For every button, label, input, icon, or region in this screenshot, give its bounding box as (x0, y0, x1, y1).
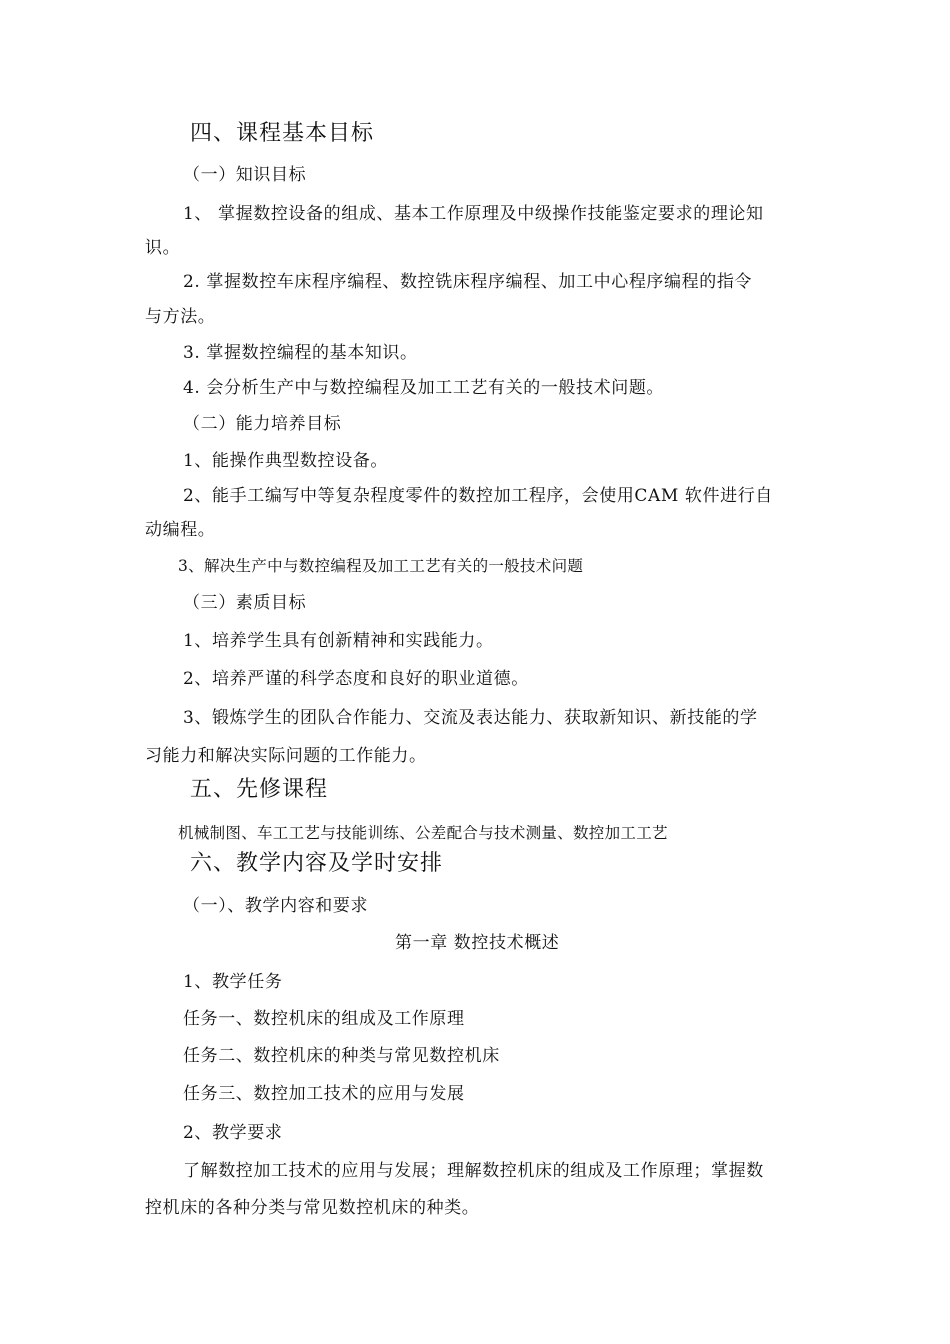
knowledge-item1-line1: 1、 掌握数控设备的组成、基本工作原理及中级操作技能鉴定要求的理论知 (183, 204, 764, 224)
section6-heading: 六、教学内容及学时安排 (190, 851, 444, 876)
section5-heading: 五、先修课程 (190, 777, 329, 802)
section5-content: 机械制图、车工工艺与技能训练、公差配合与技术测量、数控加工工艺 (178, 824, 668, 842)
chapter1-tasks-title: 1、教学任务 (183, 972, 283, 992)
knowledge-item3: 3. 掌握数控编程的基本知识。 (183, 343, 418, 363)
section4-heading: 四、课程基本目标 (190, 121, 375, 146)
knowledge-item4: 4. 会分析生产中与数控编程及加工工艺有关的一般技术问题。 (183, 378, 665, 398)
ability-item2-line1: 2、能手工编写中等复杂程度零件的数控加工程序，会使用CAM 软件进行自 (183, 486, 773, 506)
quality-item3-line2: 习能力和解决实际问题的工作能力。 (145, 746, 427, 766)
chapter1-req-title: 2、教学要求 (183, 1123, 283, 1143)
chapter1-task2: 任务二、数控机床的种类与常见数控机床 (183, 1046, 500, 1066)
ability-item2-line2: 动编程。 (145, 520, 216, 540)
chapter1-task1: 任务一、数控机床的组成及工作原理 (183, 1009, 465, 1029)
ability-item3: 3、解决生产中与数控编程及加工工艺有关的一般技术问题 (178, 557, 584, 575)
quality-item1: 1、培养学生具有创新精神和实践能力。 (183, 631, 494, 651)
chapter1-req-line1: 了解数控加工技术的应用与发展；理解数控机床的组成及工作原理；掌握数 (183, 1161, 764, 1181)
section6-sub1: （一）、教学内容和要求 (183, 896, 369, 916)
knowledge-title: （一）知识目标 (183, 165, 307, 185)
quality-item3-line1: 3、锻炼学生的团队合作能力、交流及表达能力、获取新知识、新技能的学 (183, 708, 758, 728)
chapter1-task3: 任务三、数控加工技术的应用与发展 (183, 1084, 465, 1104)
knowledge-item2-line1: 2. 掌握数控车床程序编程、数控铣床程序编程、加工中心程序编程的指令 (183, 272, 753, 292)
ability-item1: 1、能操作典型数控设备。 (183, 451, 389, 471)
knowledge-item1-line2: 识。 (145, 238, 181, 258)
knowledge-item2-line2: 与方法。 (145, 307, 216, 327)
ability-title: （二）能力培养目标 (183, 414, 342, 434)
quality-item2: 2、培养严谨的科学态度和良好的职业道德。 (183, 669, 529, 689)
chapter1-req-line2: 控机床的各种分类与常见数控机床的种类。 (145, 1198, 480, 1218)
chapter1-title: 第一章 数控技术概述 (395, 933, 560, 953)
quality-title: （三）素质目标 (183, 593, 307, 613)
